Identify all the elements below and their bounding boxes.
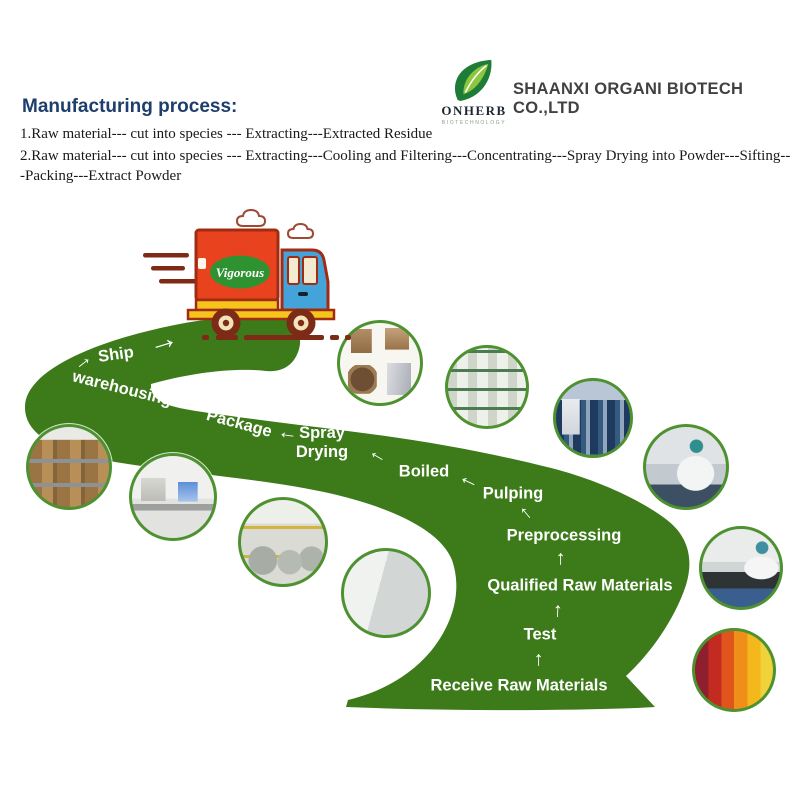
photo-qc-monitor	[129, 453, 217, 541]
truck-wheel	[212, 309, 241, 338]
step-label-boiled: Boiled	[398, 462, 450, 481]
step-label-warehousing: warehousing	[70, 367, 174, 410]
step-label-package: Package	[204, 406, 274, 441]
truck-window-1	[288, 257, 299, 284]
brand-name: ONHERB	[441, 103, 507, 118]
photo-membrane-equipment	[553, 378, 633, 458]
flow-arrow-icon: →	[525, 650, 547, 670]
truck-door-handle	[298, 292, 308, 296]
step-label-ship: Ship	[96, 343, 135, 366]
truck-latch	[198, 258, 206, 269]
truck-window-2	[303, 257, 317, 284]
step-label-preprocessing: Preprocessing	[506, 526, 622, 545]
flow-arrow-icon: →	[67, 346, 97, 376]
flow-arrow-icon: →	[543, 600, 567, 622]
process-description-1: 1.Raw material--- cut into species --- Extracting---Extracted Residue	[20, 126, 433, 142]
step-label-spray-drying: Spray Drying	[295, 424, 349, 461]
photo-warehouse-drums	[26, 424, 112, 510]
photo-operator-machine	[643, 424, 729, 510]
photo-lab-bench	[699, 526, 783, 610]
delivery-truck-illustration	[138, 200, 368, 350]
step-label-test: Test	[523, 625, 557, 644]
step-label-receive-raw-materials: Receive Raw Materials	[430, 676, 608, 695]
flow-arrow-icon: →	[361, 444, 391, 474]
photo-extraction-line	[445, 345, 529, 429]
flow-arrow-icon: →	[181, 397, 207, 423]
flow-arrow-icon: →	[143, 320, 183, 361]
step-label-pulping: Pulping	[482, 484, 544, 503]
flow-arrow-icon: →	[547, 549, 569, 569]
flow-arrow-icon: →	[275, 425, 299, 451]
flow-arrow-icon: →	[509, 500, 539, 530]
photo-raw-fruits	[692, 628, 776, 712]
speed-lines-icon	[143, 253, 197, 284]
photo-factory-tanks	[238, 497, 328, 587]
company-name: SHAANXI ORGANI BIOTECH CO.,LTD	[513, 80, 744, 117]
truck-brand-text: Vigorous	[215, 265, 265, 280]
step-label-qualified-raw-materials: Qualified Raw Materials	[487, 576, 673, 595]
truck-wheel	[287, 309, 316, 338]
photo-steel-pipes	[341, 548, 431, 638]
process-description-2: 2.Raw material--- cut into species --- Extracting---Cooling and Filtering---Concentrating---Spray Drying into Powder---Sifting---Packing---Extract Powder	[20, 148, 791, 184]
brand-subtitle: BIOTECHNOLOGY	[441, 120, 507, 126]
flow-arrow-icon: →	[451, 469, 483, 502]
page-title: Manufacturing process:	[22, 96, 238, 117]
